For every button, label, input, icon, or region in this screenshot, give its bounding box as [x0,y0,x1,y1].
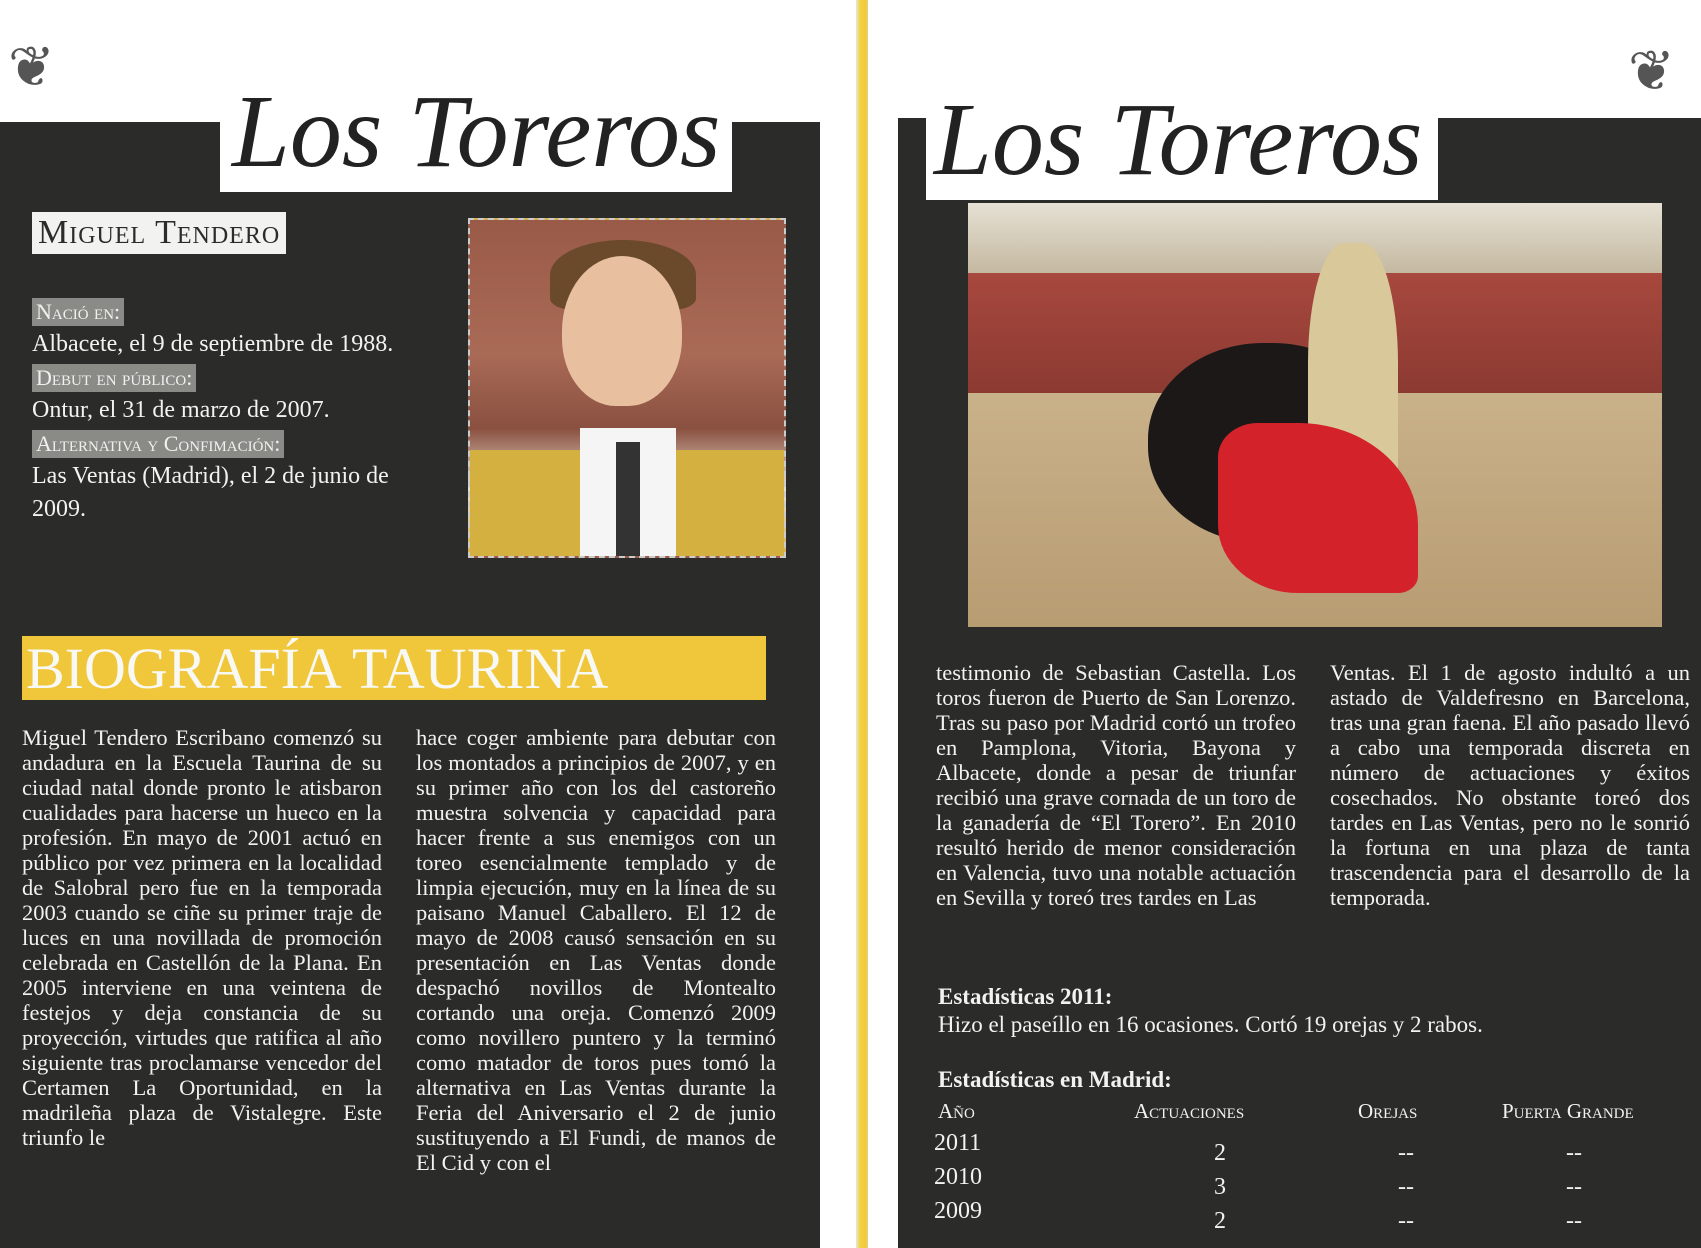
table-cell-orejas: -- [1398,1140,1414,1166]
table-cell-actuaciones: 2 [1214,1140,1226,1166]
debut-label: Debut en público: [32,364,196,392]
alternativa-label: Alternativa y Confimación: [32,430,284,458]
portrait-photo [468,218,786,558]
biography-column-4: Ventas. El 1 de agosto indultó a un astado de Valdefresno en Barcelona, tras una gran faena. El año pasado llevó a cabo una temporada discreta en número de actuaciones y éxitos cosechados. No obstante toreó dos tardes en Las Ventas, pero no le sonrió la fortuna en una plaza de tanta trascendencia para el desarrollo de la temporada. [1330,660,1690,910]
biography-heading: BIOGRAFÍA TAURINA [26,636,609,701]
page-title: Los Toreros [220,80,732,192]
stats-madrid-heading: Estadísticas en Madrid: [938,1067,1172,1092]
table-header-orejas: Orejas [1358,1099,1418,1123]
flourish-ornament-icon: ❦ [8,37,55,99]
alternativa-value: Las Ventas (Madrid), el 2 de junio de 2009. [32,463,389,522]
born-label: Nació en: [32,298,124,326]
biography-column-1: Miguel Tendero Escribano comenzó su andadura en la Escuela Taurina de su ciudad natal donde pronto le atisbaron cualidades para hacerse un hueco en la profesión. En mayo de 2001 actuó en público por vez primera en la localidad de Salobral pero fue en la temporada 2003 cuando se ciñe su primer traje de luces en una novillada de promoción celebrada en Castellón de la Plana. En 2005 interviene en una veintena de festejos y deja constancia de su proyección, virtudes que ratifica al año siguiente tras proclamarse vencedor del Certamen La Oportunidad, en la madrileña plaza de Vistalegre. Este triunfo le [22,725,382,1150]
torero-name: Miguel Tendero [32,212,286,254]
bullfight-photo [968,203,1662,627]
biography-column-2: hace coger ambiente para debutar con los montados a principios de 2007, y en su primer año con los del castoreño muestra solvencia y capacidad para hacer frente a sus enemigos con un toreo esencialmente templado y de limpia ejecución, muy en la línea de su paisano Manuel Caballero. El 12 de mayo de 2008 causó sensación en su presentación en Las Ventas donde despachó novillos de Montealto cortando una oreja. Comenzó 2009 como novillero puntero y la terminó como matador de toros pues tomó la alternativa en Las Ventas durante la Feria del Aniversario el 2 de junio sustituyendo a El Fundi, de manos de El Cid y con el [416,725,776,1175]
table-header-year: Año [938,1099,975,1123]
table-cell-puerta-grande: -- [1566,1174,1582,1200]
table-cell-puerta-grande: -- [1566,1208,1582,1234]
table-cell-actuaciones: 2 [1214,1208,1226,1234]
born-value: Albacete, el 9 de septiembre de 1988. [32,331,394,357]
table-cell-puerta-grande: -- [1566,1140,1582,1166]
biography-heading-bar [22,636,766,700]
table-header-actuaciones: Actuaciones [1134,1099,1245,1123]
table-cell-orejas: -- [1398,1174,1414,1200]
biography-column-3: testimonio de Sebastian Castella. Los toros fueron de Puerto de San Lorenzo. Tras su paso por Madrid cortó un trofeo en Pamplona, Vitoria, Bayona y Albacete, donde a pesar de triunfar recibió una grave cornada de un toro de la ganadería de “El Torero”. En 2010 resultó herido de menor consideración en Valencia, tuvo una notable actuación en Sevilla y toreó tres tardes en Las [936,660,1296,910]
stats-2011-text: Hizo el paseíllo en 16 ocasiones. Cortó 19 orejas y 2 rabos. [938,1012,1483,1037]
flourish-ornament-icon: ❦ [1628,41,1675,103]
table-cell-year: 2010 [934,1164,982,1190]
debut-value: Ontur, el 31 de marzo de 2007. [32,397,330,423]
table-header-puerta-grande: Puerta Grande [1502,1099,1634,1123]
table-cell-orejas: -- [1398,1208,1414,1234]
table-cell-actuaciones: 3 [1214,1174,1226,1200]
stats-2011-heading: Estadísticas 2011: [938,984,1113,1009]
table-cell-year: 2011 [934,1130,982,1156]
page-title: Los Toreros [926,88,1438,200]
table-cell-year: 2009 [934,1198,982,1224]
